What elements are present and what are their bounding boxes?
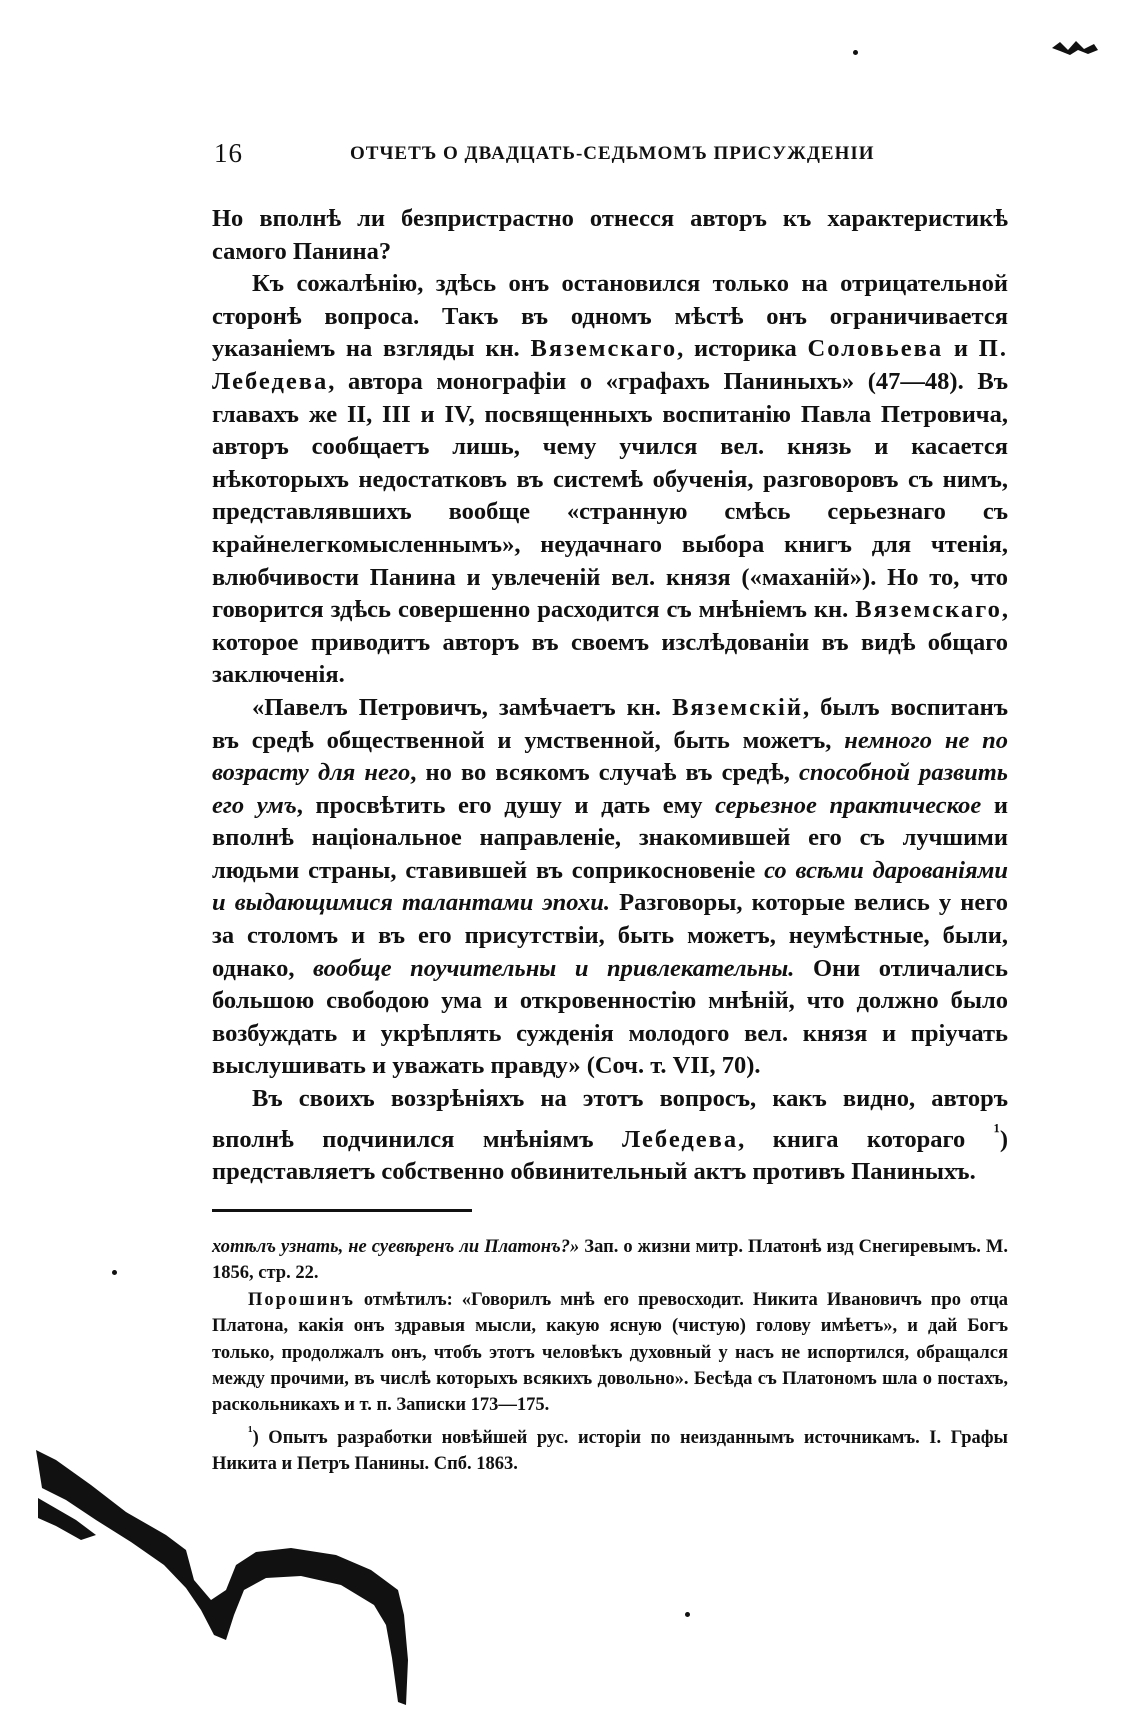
ink-blot-stain (36, 1440, 416, 1715)
text-run: , но во всякомъ случаѣ въ средѣ, (410, 759, 799, 787)
italic-emphasis: серьезное практическое (715, 791, 982, 819)
spaced-name: Соловьева (807, 335, 944, 363)
spaced-name: Вяземскаго (855, 596, 1002, 624)
page-number: 16 (214, 138, 243, 168)
footnote-ref-1: ¹ (993, 1120, 1000, 1143)
text-run: , просвѣтить его душу и дать ему (296, 791, 716, 819)
ink-speck (112, 1270, 117, 1275)
spaced-name: Вяземскаго (530, 335, 678, 363)
text-run: Они отличались большою свободою ума и откровенностію мнѣній, что должно было возбуждать и укрѣплять сужденія молодого вел. князя и пріучать выслушивать и уважать правду» (Соч. т. VII, 70). (212, 954, 1008, 1080)
text-run: и (943, 335, 979, 363)
text-run: ) Опытъ разработки новѣйшей рус. исторіи по неизданнымъ источникамъ. I. Графы Никита и Петръ Панины. Спб. 1863. (212, 1428, 1008, 1475)
text-run: , историка (677, 335, 808, 363)
spaced-name: П. Лебедева (212, 335, 1008, 395)
paragraph-1: Но вполнѣ ли безпристрастно отнесся авторъ къ характеристикѣ самого Панина? (212, 205, 1008, 265)
italic-emphasis: хотѣлъ узнать, не суевѣренъ ли Платонъ?» (212, 1237, 580, 1257)
running-title: ОТЧЕТЪ О ДВАДЦАТЬ-СЕДЬМОМЪ ПРИСУЖДЕНІИ (350, 143, 875, 164)
paragraph-4 (212, 1083, 1008, 1189)
spaced-name: Вяземскій (672, 693, 803, 721)
italic-emphasis: вообще поучительны и привлекательны. (313, 954, 795, 982)
italic-emphasis: немного не по возрасту для него (212, 726, 1009, 787)
paragraph-3-quote (212, 692, 1008, 1083)
italic-emphasis: со всѣми дарованіями и выдающимися талантами эпохи. (212, 856, 1008, 917)
text-run: «Павелъ Петровичъ, замѣчаетъ кн. (252, 693, 673, 721)
text-run: , книга котораго (738, 1125, 994, 1153)
text-run: отмѣтилъ: «Говорилъ мнѣ его превосходит. Никита Ивановичъ про отца Платона, какія онъ здравыя мысли, какую ясную (чистую) голову имѣетъ», и дай Богъ только, продолжалъ онъ, чтобъ этотъ человѣкъ духовный у насъ не испортился, обращался между прочими, въ числѣ которыхъ всякихъ довольно». Бесѣда съ Платономъ шла о постахъ, раскольникахъ и т. п. Записки 173—175. (212, 1289, 1008, 1416)
text-run: Въ своихъ воззрѣніяхъ на этотъ вопросъ, какъ видно, авторъ вполнѣ подчинился мнѣніямъ (212, 1085, 1008, 1153)
ink-speck (685, 1612, 690, 1617)
spaced-name: Лебедева (621, 1125, 739, 1153)
text-run: Къ сожалѣнію, здѣсь онъ остановился только на отрицательной сторонѣ вопроса. Такъ въ одномъ мѣстѣ онъ ограничивается указаніемъ на взгляды кн. (212, 270, 1008, 363)
text-run: , которое приводитъ авторъ въ своемъ изслѣдованіи въ видѣ общаго заключенія. (212, 596, 1008, 689)
main-text (212, 203, 1008, 1189)
spaced-name: Порошинъ (248, 1289, 355, 1310)
text-run: Зап. о жизни митр. Платонѣ изд Снегиревымъ. М. 1856, стр. 22. (212, 1237, 1008, 1284)
text-run: , былъ воспитанъ въ средѣ общественной и умственной, быть можетъ, (212, 693, 1008, 754)
text-run: ) представляетъ собственно обвинительный актъ противъ Паниныхъ. (212, 1125, 1008, 1186)
footnote-poroshin (212, 1287, 1008, 1419)
text-run: и вполнѣ національное направленіе, знакомившей его съ лучшими людьми страны, ставившей въ соприкосновеніе (212, 791, 1008, 884)
footnote-divider (212, 1209, 472, 1212)
footnote-mark-1: ¹ (248, 1422, 253, 1440)
italic-emphasis: способной развить его умъ (212, 759, 1008, 819)
ink-speck (853, 50, 858, 55)
corner-ink-mark (1048, 38, 1100, 63)
footnote-continued (212, 1234, 1008, 1287)
text-run: Разговоры, которые велись у него за столомъ и въ его присутствіи, быть можетъ, неумѣстные, были, однако, (212, 889, 1008, 982)
paragraph-2 (212, 268, 1008, 692)
text-run: , автора монографіи о «графахъ Паниныхъ» (47—48). Въ главахъ же II, III и IV, посвященныхъ воспитанію Павла Петровича, авторъ сообщаетъ лишь, чему учился вел. князь и касается нѣкоторыхъ недостатковъ въ системѣ обученія, разговоровъ съ нимъ, представлявшихъ вообще «странную смѣсь серьезнаго съ крайнелегкомысленнымъ», неудачнаго выбора книгъ для чтенія, влюбчивости Панина и увлеченій вел. князя («маханій»). Но то, что говорится здѣсь совершенно расходится съ мнѣніемъ кн. (212, 367, 1008, 624)
